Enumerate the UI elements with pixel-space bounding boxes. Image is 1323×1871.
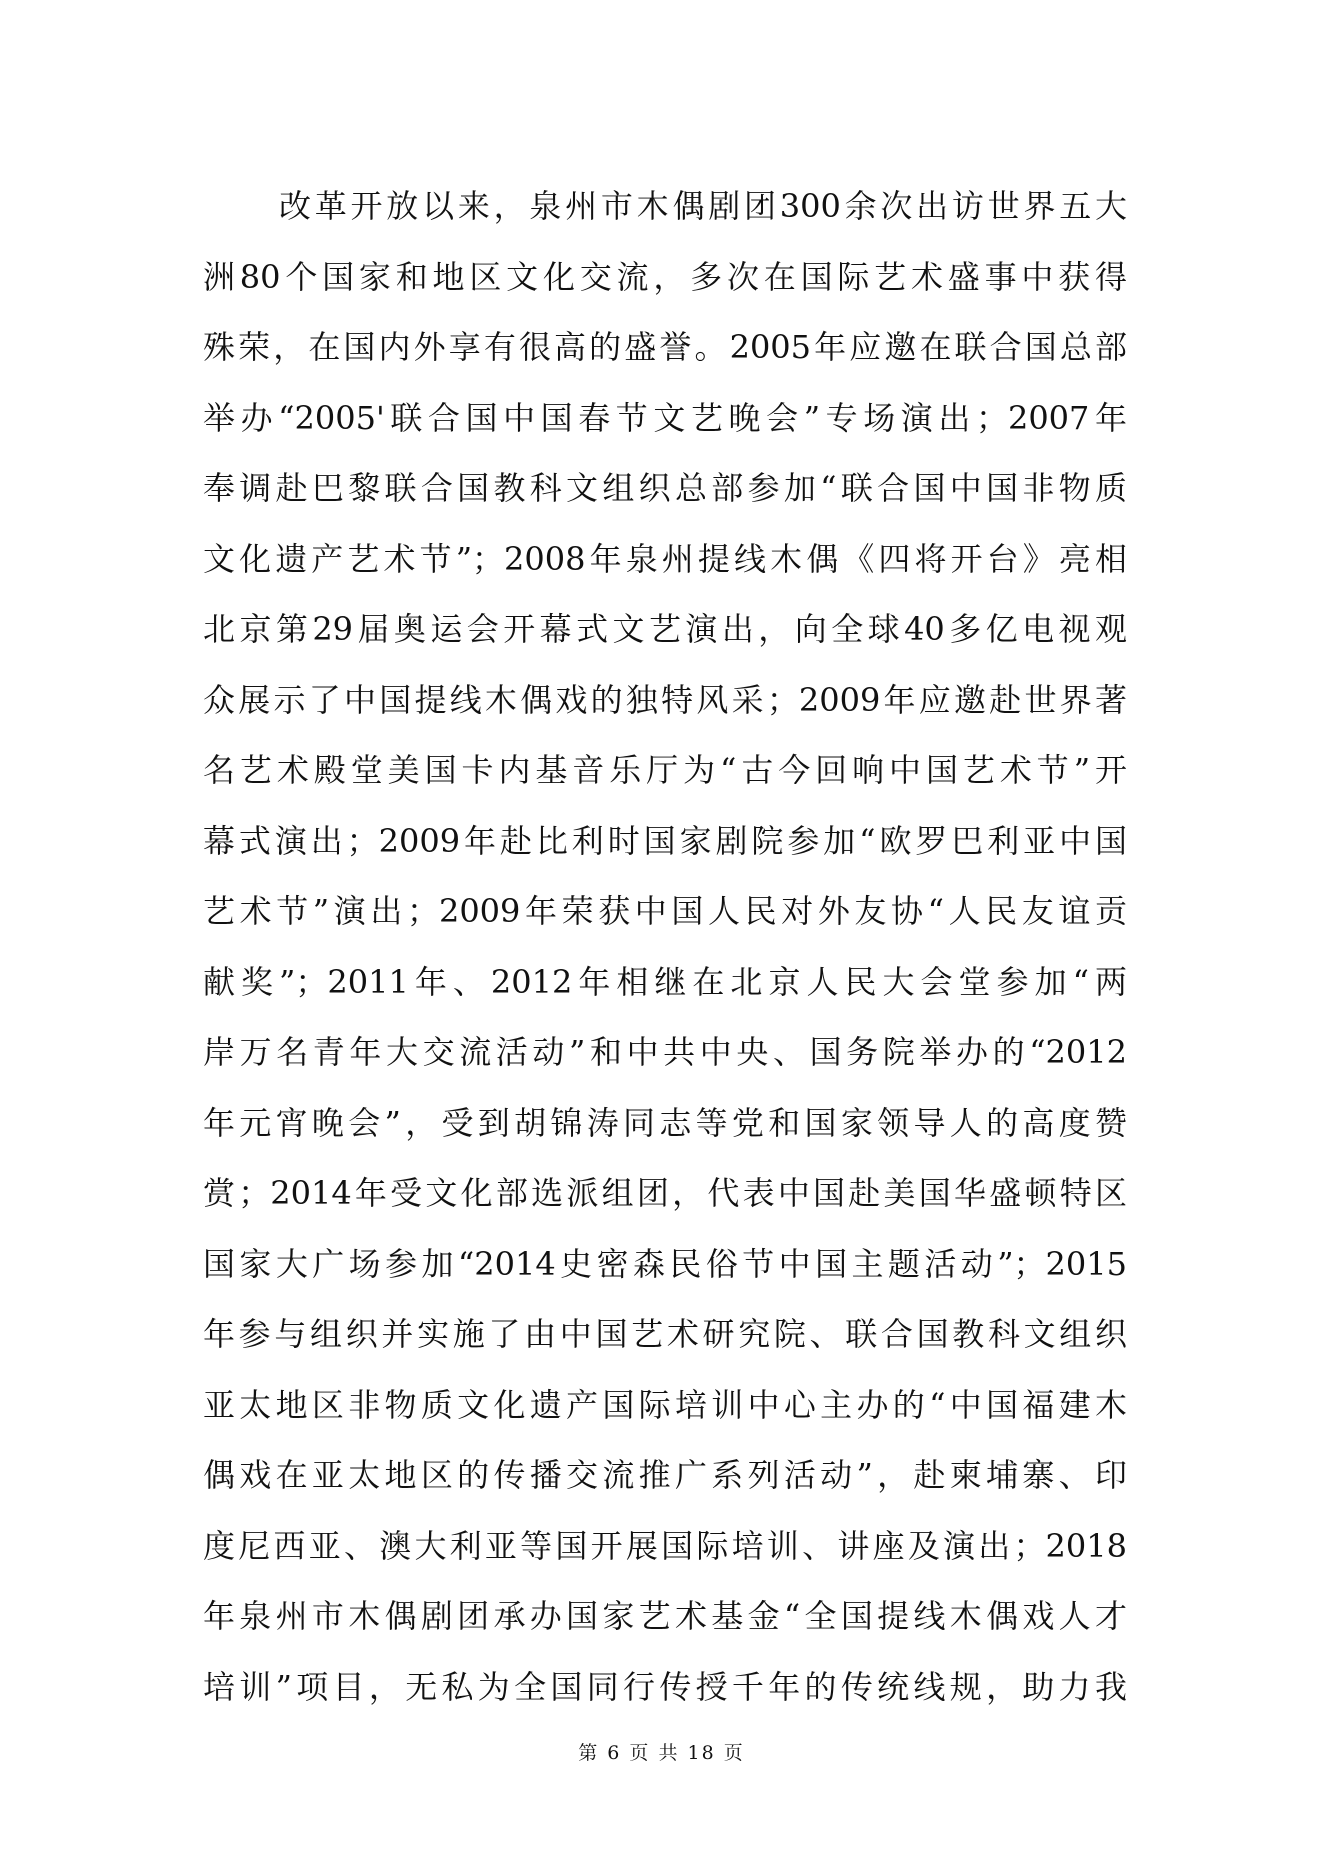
text-line: 改革开放以来，泉州市木偶剧团300余次出访世界五大	[279, 187, 1127, 225]
text-line: 培训”项目，无私为全国同行传授千年的传统线规，助力我	[203, 1667, 1127, 1706]
text-line: 亚太地区非物质文化遗产国际培训中心主办的“中国福建木	[203, 1385, 1127, 1424]
text-line: 度尼西亚、澳大利亚等国开展国际培训、讲座及演出；2018	[203, 1526, 1127, 1565]
text-line: 幕式演出；2009年赴比利时国家剧院参加“欧罗巴利亚中国	[203, 821, 1127, 860]
text-line: 名艺术殿堂美国卡内基音乐厅为“古今回响中国艺术节”开	[203, 751, 1127, 789]
text-line: 岸万名青年大交流活动”和中共中央、国务院举办的“2012	[203, 1033, 1127, 1071]
text-line: 年泉州市木偶剧团承办国家艺术基金“全国提线木偶戏人才	[203, 1597, 1127, 1635]
text-line: 众展示了中国提线木偶戏的独特风采；2009年应邀赴世界著	[203, 680, 1127, 719]
text-line: 献奖”；2011年、2012年相继在北京人民大会堂参加“两	[203, 962, 1127, 1001]
text-line: 北京第29届奥运会开幕式文艺演出，向全球40多亿电视观	[203, 610, 1127, 648]
page-number-footer: 第 6 页 共 18 页	[578, 1742, 745, 1764]
text-line: 艺术节”演出；2009年荣获中国人民对外友协“人民友谊贡	[203, 892, 1127, 930]
text-line: 国家大广场参加“2014史密森民俗节中国主题活动”；2015	[203, 1244, 1127, 1283]
text-line: 洲80个国家和地区文化交流，多次在国际艺术盛事中获得	[203, 257, 1127, 296]
text-line: 奉调赴巴黎联合国教科文组织总部参加“联合国中国非物质	[203, 469, 1127, 507]
text-line: 举办“2005'联合国中国春节文艺晚会”专场演出；2007年	[203, 398, 1127, 437]
text-line: 年参与组织并实施了由中国艺术研究院、联合国教科文组织	[203, 1315, 1127, 1353]
body-paragraph	[203, 171, 1127, 1722]
text-line: 偶戏在亚太地区的传播交流推广系列活动”，赴柬埔寨、印	[203, 1456, 1127, 1494]
text-line: 殊荣，在国内外享有很高的盛誉。2005年应邀在联合国总部	[203, 328, 1127, 366]
text-line: 年元宵晚会”，受到胡锦涛同志等党和国家领导人的高度赞	[203, 1103, 1127, 1142]
text-line: 赏；2014年受文化部选派组团，代表中国赴美国华盛顿特区	[203, 1174, 1127, 1212]
text-line: 文化遗产艺术节”；2008年泉州提线木偶《四将开台》亮相	[203, 539, 1127, 578]
